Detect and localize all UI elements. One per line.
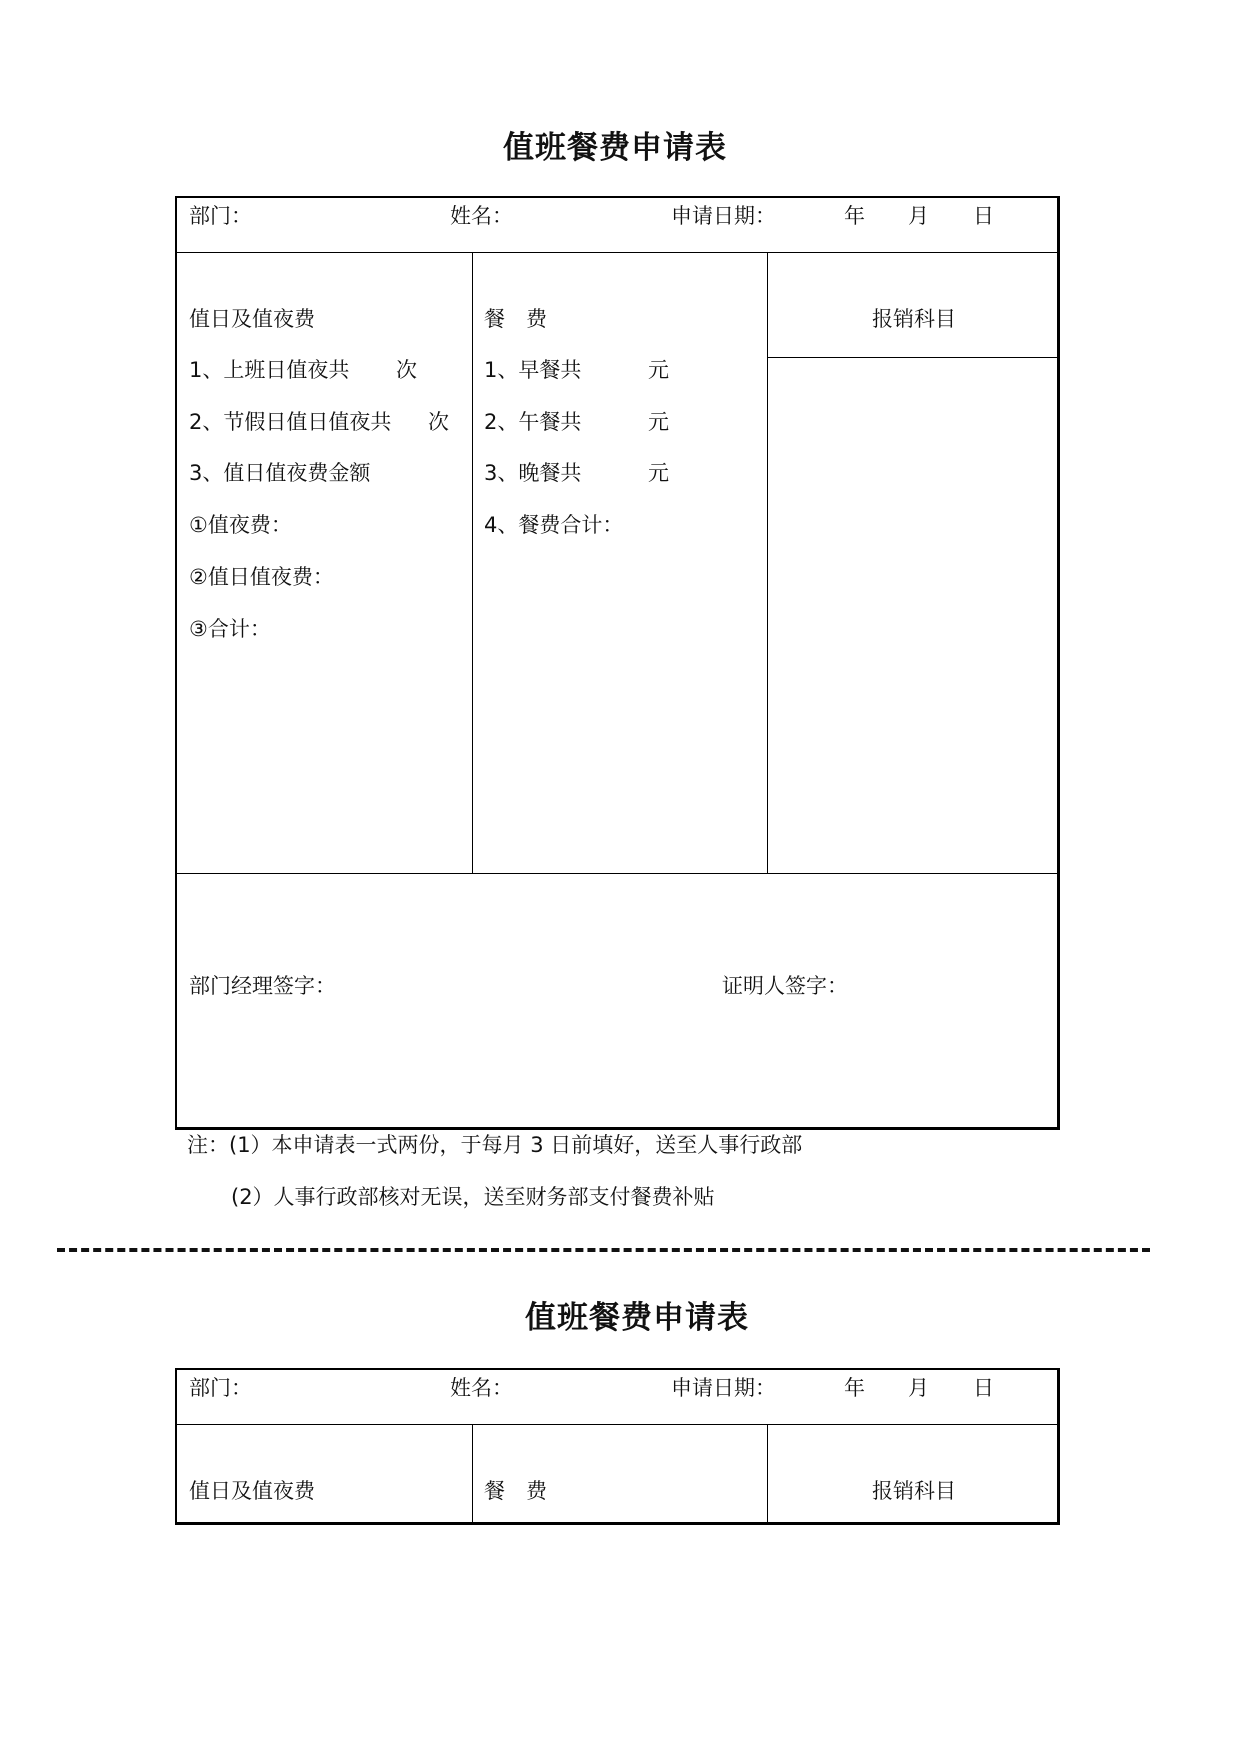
reimbursement-account-heading: 报销科目 (872, 1479, 956, 1503)
duty-item-6: ③合计： (189, 617, 271, 641)
header-divider (177, 1424, 1060, 1425)
duty-item-1: 1、上班日值夜共 (189, 358, 350, 382)
duty-item-5: ②值日值夜费： (189, 565, 334, 589)
day-label: 日 (973, 204, 994, 228)
meal-allowance-form (175, 196, 1060, 1130)
duty-item-4: ①值夜费： (189, 513, 292, 537)
meal-unit-1: 元 (648, 358, 669, 382)
duty-item-2: 2、节假日值日值夜共 (189, 410, 392, 434)
witness-signature-label[interactable]: 证明人签字： (722, 974, 848, 998)
reimbursement-account-field[interactable] (768, 358, 1060, 873)
year-label: 年 (844, 1376, 865, 1400)
apply-date-label[interactable]: 申请日期： (671, 204, 776, 228)
form-title: 值班餐费申请表 (503, 130, 727, 166)
day-label: 日 (973, 1376, 994, 1400)
name-label[interactable]: 姓名： (450, 1376, 513, 1400)
year-label: 年 (844, 204, 865, 228)
meal-fee-heading: 餐 费 (484, 307, 547, 331)
meal-item-3: 3、晚餐共 (484, 461, 582, 485)
header-divider (177, 252, 1060, 253)
duty-unit-2: 次 (428, 410, 449, 434)
meal-unit-3: 元 (648, 461, 669, 485)
department-label[interactable]: 部门： (189, 204, 252, 228)
note-line-2: (2）人事行政部核对无误，送至财务部支付餐费补贴 (231, 1185, 715, 1209)
cut-line-divider (57, 1248, 1150, 1252)
meal-unit-2: 元 (648, 410, 669, 434)
meal-item-2: 2、午餐共 (484, 410, 582, 434)
meal-item-4: 4、餐费合计： (484, 513, 624, 537)
meal-allowance-form (175, 1368, 1060, 1525)
column-divider-1 (472, 1424, 473, 1525)
month-label: 月 (908, 1376, 929, 1400)
reimbursement-account-heading: 报销科目 (872, 307, 956, 331)
month-label: 月 (908, 204, 929, 228)
duty-item-3: 3、值日值夜费金额 (189, 461, 371, 485)
duty-unit-1: 次 (396, 358, 417, 382)
signature-divider (177, 873, 1060, 874)
department-label[interactable]: 部门： (189, 1376, 252, 1400)
duty-fee-heading: 值日及值夜费 (189, 307, 315, 331)
meal-fee-heading: 餐 费 (484, 1479, 547, 1503)
column-divider-1 (472, 252, 473, 873)
apply-date-label[interactable]: 申请日期： (671, 1376, 776, 1400)
duty-fee-heading: 值日及值夜费 (189, 1479, 315, 1503)
name-label[interactable]: 姓名： (450, 204, 513, 228)
meal-item-1: 1、早餐共 (484, 358, 582, 382)
column-divider-2 (767, 1424, 768, 1525)
form-title: 值班餐费申请表 (525, 1300, 749, 1336)
manager-signature-label[interactable]: 部门经理签字： (189, 974, 336, 998)
note-line-1: 注：(1）本申请表一式两份，于每月 3 日前填好，送至人事行政部 (187, 1133, 803, 1157)
